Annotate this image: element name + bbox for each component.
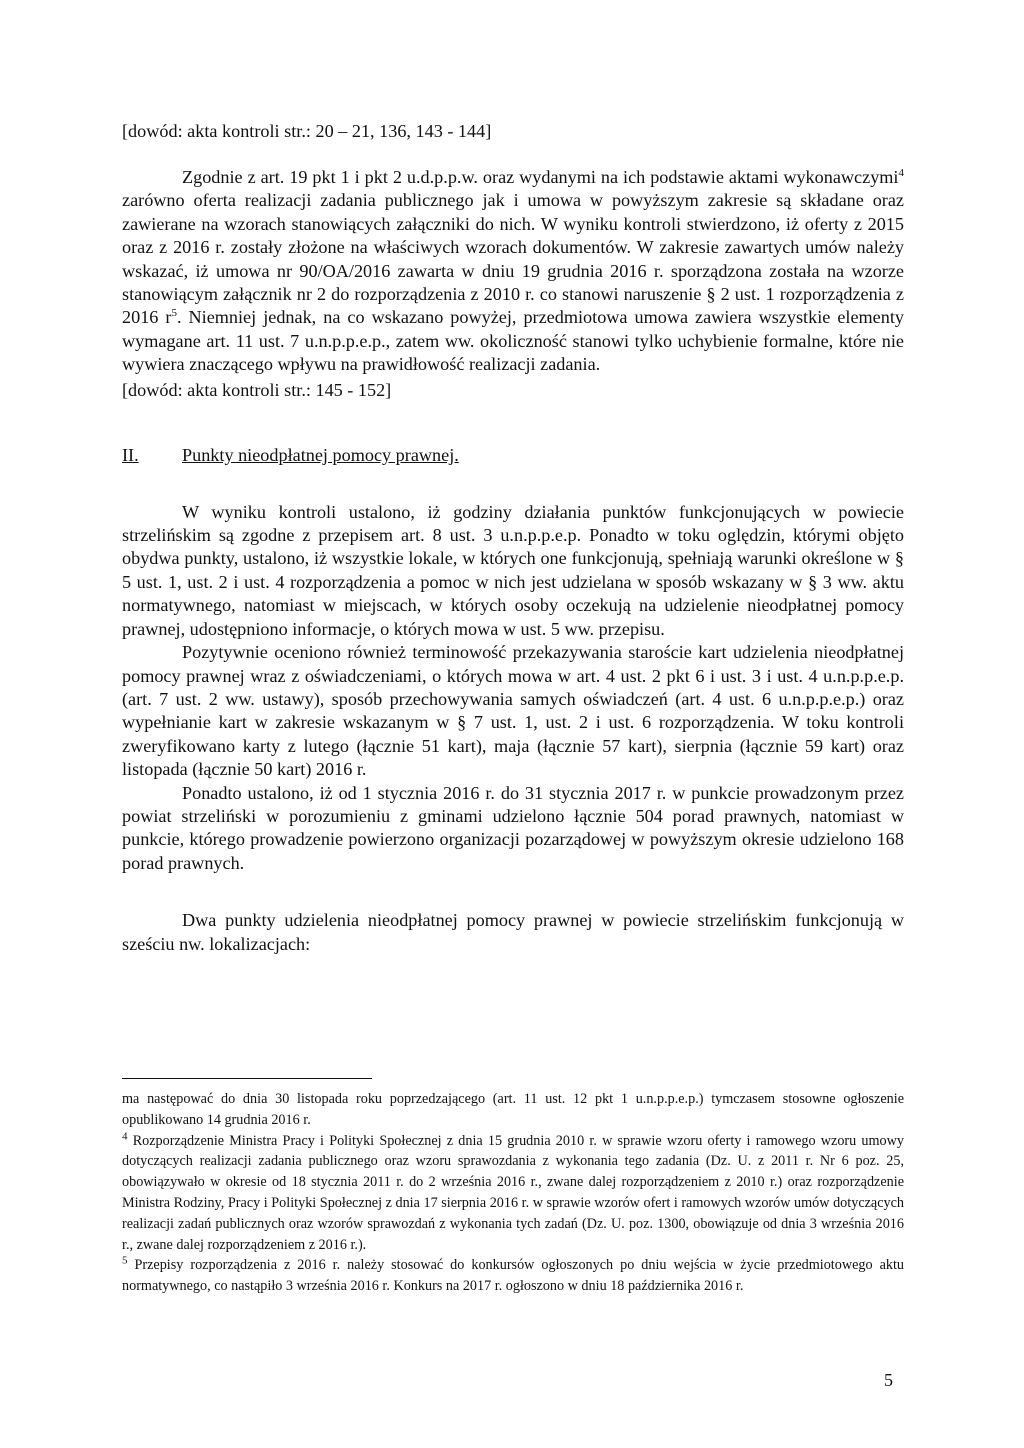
page-body <box>122 118 904 956</box>
footnote-separator <box>122 1078 372 1079</box>
section-number: II. <box>122 444 139 465</box>
paragraph-locations-intro: Dwa punkty udzielenia nieodpłatnej pomocy prawnej w powiecie strzelińskim funkcjonują w sześciu nw. lokalizacjach: <box>122 910 904 954</box>
footnote-5 <box>122 1255 904 1297</box>
paragraph-model-forms <box>122 166 904 377</box>
section-title: Punkty nieodpłatnej pomocy prawnej. <box>182 444 459 465</box>
footnote-continuation: ma następować do dnia 30 listopada roku poprzedzającego (art. 11 ust. 12 pkt 1 u.n.p.p.e.p.) tymczasem stosowne ogłoszenie opublikowano 14 grudnia 2016 r. <box>122 1091 904 1128</box>
paragraph-positive-assessment: Pozytywnie oceniono również terminowość przekazywania staroście kart udzielenia nieodpłatnej pomocy prawnej wraz z oświadczeniami, o których mowa w art. 4 ust. 2 pkt 6 i ust. 3 i ust. 4 u.n.p.p.e.p. (art. 7 ust. 2 ww. ustawy), sposób przechowywania samych oświadczeń (art. 4 ust. 6 u.n.p.p.e.p.) oraz wypełnianie kart w zakresie wskazanym w § 7 ust. 1, ust. 2 i ust. 6 rozporządzenia. W toku kontroli zweryfikowano karty z lutego (łącznie 51 kart), maja (łącznie 57 kart), sierpnia (łącznie 59 kart) oraz listopada (łącznie 50 kart) 2016 r. <box>122 642 904 780</box>
section-heading <box>122 443 904 467</box>
paragraph-model-forms-part-a: Zgodnie z art. 19 pkt 1 i pkt 2 u.d.p.p.w. oraz wydanymi na ich podstawie aktami wykonawczymi <box>182 167 899 187</box>
footnote-text-5: Przepisy rozporządzenia z 2016 r. należy stosować do konkursów ogłoszonych po dniu wejścia w życie przedmiotowego aktu normatywnego, co nastąpiło 3 września 2016 r. Konkurs na 2017 r. ogłoszono w dniu 18 października 2016 r. <box>122 1257 904 1295</box>
footnotes <box>122 1078 904 1297</box>
evidence-reference-2: [dowód: akta kontroli str.: 145 - 152] <box>122 379 392 400</box>
footnote-number-4: 4 <box>122 1129 128 1142</box>
paragraph-advice-count: Ponadto ustalono, iż od 1 stycznia 2016 r. do 31 stycznia 2017 r. w punkcie prowadzonym przez powiat strzeliński w porozumieniu z gminami udzielono łącznie 504 porad prawnych, natomiast w punkcie, którego prowadzenie powierzono organizacji pozarządowej w powyższym okresie udzielono 168 porad prawnych. <box>122 782 904 873</box>
footnote-number-5: 5 <box>122 1254 128 1267</box>
paragraph-inspection-findings: W wyniku kontroli ustalono, iż godziny działania punktów funkcjonujących w powiecie strzelińskim są zgodne z przepisem art. 8 ust. 3 u.n.p.p.e.p. Ponadto w toku oględzin, którymi objęto obydwa punkty, ustalono, iż wszystkie lokale, w których one funkcjonują, spełniają warunki określone w § 5 ust. 1, ust. 2 i ust. 4 rozporządzenia a pomoc w nich jest udzielana w sposób wskazany w § 3 ww. aktu normatywnego, natomiast w miejscach, w których osoby oczekują na udzielenie nieodpłatnej pomocy prawnej, udostępniono informacje, o których mowa w ust. 5 ww. przepisu. <box>122 501 904 639</box>
paragraph-model-forms-part-c: . Niemniej jednak, na co wskazano powyżej, przedmiotowa umowa zawiera wszystkie elementy wymagane art. 11 ust. 7 u.n.p.p.e.p., zatem ww. okoliczność stanowi tylko uchybienie formalne, które nie wywiera znaczącego wpływu na prawidłowość realizacji zadania. <box>122 307 904 375</box>
page-number: 5 <box>884 1370 893 1390</box>
footnote-ref-5[interactable]: 5 <box>171 307 177 320</box>
paragraph-model-forms-part-b: zarówno oferta realizacji zadania publicznego jak i umowa w powyższym zakresie są składane oraz zawierane na wzorach stanowiących załączniki do nich. W wyniku kontroli stwierdzono, iż oferty z 2015 oraz z 2016 r. zostały złożone na właściwych wzorach dokumentów. W zakresie zawartych umów należy wskazać, iż umowa nr 90/OA/2016 zawarta w dniu 19 grudnia 2016 r. sporządzona została na wzorze stanowiącym załącznik nr 2 do rozporządzenia z 2010 r. co stanowi naruszenie § 2 ust. 1 rozporządzenia z 2016 r <box>122 190 904 328</box>
footnote-text-4: Rozporządzenie Ministra Pracy i Polityki Społecznej z dnia 15 grudnia 2010 r. w sprawie wzoru oferty i ramowego wzoru umowy dotyczących realizacji zadania publicznego oraz wzoru sprawozdania z wykonania tego zadania (Dz. U. z 2011 r. Nr 6 poz. 25, obowiązywało w okresie od 18 stycznia 2011 r. do 2 września 2016 r., zwane dalej rozporządzeniem z 2010 r.) oraz rozporządzenie Ministra Rodziny, Pracy i Polityki Społecznej z dnia 17 sierpnia 2016 r. w sprawie wzorów ofert i ramowych wzorów umów dotyczących realizacji zadań publicznych oraz wzorów sprawozdań z wykonania tych zadań (Dz. U. poz. 1300, obowiązuje od dnia 3 września 2016 r., zwane dalej rozporządzeniem z 2016 r.). <box>122 1132 904 1253</box>
footnote-ref-4[interactable]: 4 <box>898 166 904 179</box>
evidence-reference-1: [dowód: akta kontroli str.: 20 – 21, 136, 143 - 144] <box>122 121 492 141</box>
footnote-4 <box>122 1131 904 1256</box>
